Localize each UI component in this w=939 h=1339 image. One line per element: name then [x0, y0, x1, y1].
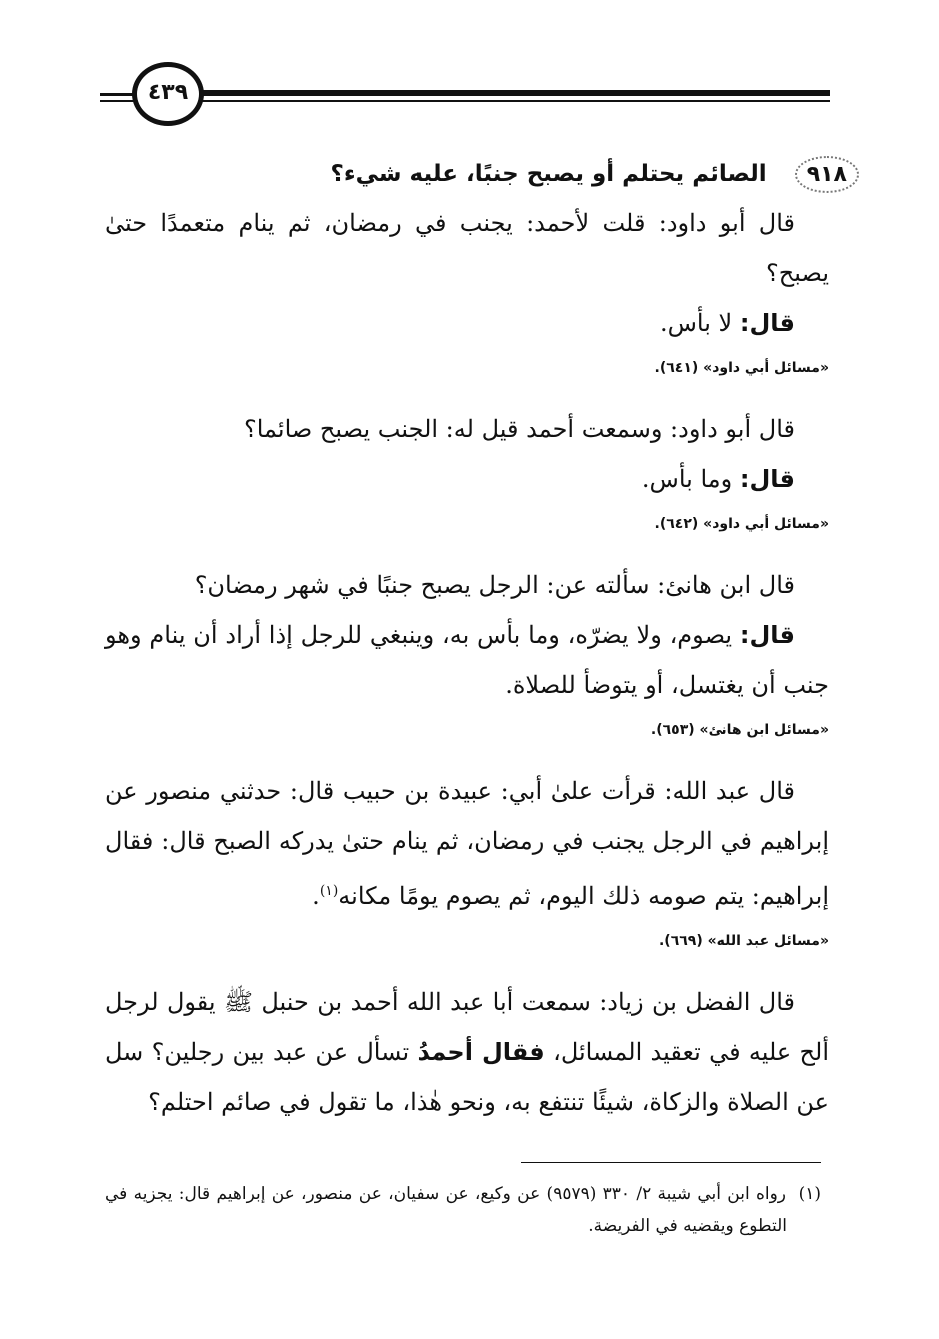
answer-keyword: قال:	[739, 309, 795, 337]
page-header	[100, 60, 830, 130]
section-2-citation: «مسائل أبي داود» (٦٤٢).	[654, 516, 829, 532]
section-5-keyword: فقال أحمدُ	[417, 1038, 545, 1066]
section-3-question-text: قال ابن هانئ: سألته عن: الرجل يصبح جنبًا في شهر رمضان؟	[194, 571, 795, 599]
section-2-answer	[105, 454, 829, 504]
section-2-question-text: قال أبو داود: وسمعت أحمد قيل له: الجنب يصبح صائما؟	[243, 415, 795, 443]
issue-number: ٩١٨	[795, 156, 859, 193]
section-3-answer	[105, 610, 829, 710]
page-number: ٤٣٩	[132, 62, 204, 126]
section-5-narration	[105, 977, 829, 1127]
section-1-question	[105, 198, 829, 298]
answer-keyword: قال:	[739, 465, 795, 493]
section-1-answer-text: لا بأس.	[659, 309, 740, 337]
section-2-question	[105, 404, 829, 454]
main-content	[105, 150, 847, 1127]
section-1-citation: «مسائل أبي داود» (٦٤١).	[654, 360, 829, 376]
section-5-text-after: تسأل عن عبد بين رجلين؟ سل عن الصلاة والزكاة، شيئًا تنتفع به، ونحو هٰذا، ما تقول في صائم احتلم؟	[105, 1038, 829, 1116]
footnote-separator	[521, 1162, 821, 1163]
answer-keyword: قال:	[739, 621, 796, 649]
header-rule-thin	[200, 100, 830, 102]
section-3-answer-text: يصوم، ولا يضرّه، وما بأس به، وينبغي للرجل إذا أراد أن ينام وهو جنب أن يغتسل، أو يتوضأ للصلاة.	[105, 621, 829, 699]
section-1-answer	[105, 298, 829, 348]
footnote-text: رواه ابن أبي شيبة ٢/ ٣٣٠ (٩٥٧٩) عن وكيع، عن سفيان، عن منصور، عن إبراهيم قال: يجزيه في التطوع ويقضيه في الفريضة.	[105, 1184, 787, 1236]
issue-title: الصائم يحتلم أو يصبح جنبًا، عليه شيء؟	[330, 161, 767, 187]
footnote	[105, 1178, 821, 1242]
footnote-ref[interactable]: (١)	[319, 883, 339, 899]
section-5-text-before: قال الفضل بن زياد: سمعت أبا عبد الله أحمد بن حنبل ﷺ يقول لرجل ألح عليه في تعقيد المسائل،	[105, 988, 829, 1066]
section-3-citation: «مسائل ابن هانئ» (٦٥٣).	[650, 722, 829, 738]
section-4-text: قال عبد الله: قرأت علىٰ أبي: عبيدة بن حبيب قال: حدثني منصور عن إبراهيم في الرجل يجنب في رمضان، ثم ينام حتىٰ يدركه الصبح قال: فقال إبراهيم: يتم صومه ذلك اليوم، ثم يصوم يومًا مكانه	[105, 777, 829, 910]
issue-heading	[105, 150, 847, 198]
footnote-line	[105, 1178, 821, 1242]
section-4-narration	[105, 766, 829, 921]
header-rule-thick	[200, 90, 830, 96]
section-4-end: .	[312, 882, 320, 910]
section-2-answer-text: وما بأس.	[641, 465, 740, 493]
section-1-question-text: قال أبو داود: قلت لأحمد: يجنب في رمضان، ثم ينام متعمدًا حتىٰ يصبح؟	[105, 209, 829, 287]
footnote-marker: (١)	[798, 1184, 821, 1204]
section-4-citation: «مسائل عبد الله» (٦٦٩).	[658, 933, 829, 949]
section-3-question	[105, 560, 829, 610]
